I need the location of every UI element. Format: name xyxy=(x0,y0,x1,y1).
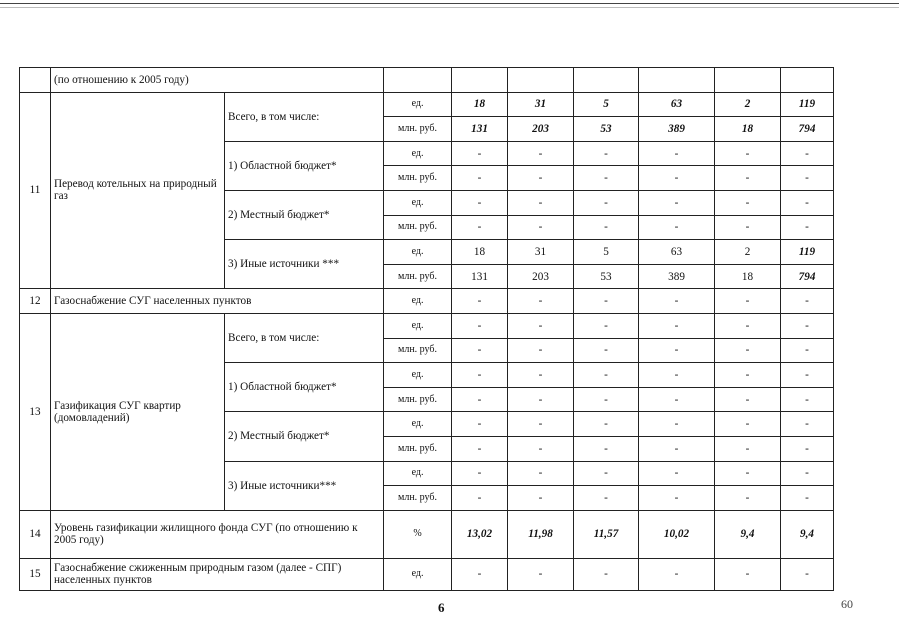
value-cell: 5 xyxy=(574,92,639,117)
unit-cell: млн. руб. xyxy=(384,264,452,289)
unit-cell: ед. xyxy=(384,240,452,265)
value-cell: - xyxy=(781,363,834,388)
value-cell: - xyxy=(508,387,574,412)
row-number: 12 xyxy=(20,289,51,314)
table-row xyxy=(20,558,834,590)
value-cell: 18 xyxy=(715,117,781,142)
value-cell: - xyxy=(639,558,715,590)
value-cell: 119 xyxy=(781,92,834,117)
unit-cell: ед. xyxy=(384,289,452,314)
value-cell: - xyxy=(508,141,574,166)
unit-cell: ед. xyxy=(384,558,452,590)
value-cell: 9,4 xyxy=(781,510,834,558)
unit-cell: млн. руб. xyxy=(384,436,452,461)
value-cell: - xyxy=(715,141,781,166)
value-cell: 18 xyxy=(452,92,508,117)
row-title: Газоснабжение СУГ населенных пунктов xyxy=(51,289,384,314)
value-cell xyxy=(508,68,574,93)
value-cell: 31 xyxy=(508,92,574,117)
value-cell: - xyxy=(574,486,639,511)
funding-source-label: 3) Иные источники*** xyxy=(225,461,384,510)
value-cell: 18 xyxy=(452,240,508,265)
value-cell: - xyxy=(639,215,715,240)
row-number: 15 xyxy=(20,558,51,590)
value-cell: 63 xyxy=(639,92,715,117)
value-cell: - xyxy=(574,141,639,166)
value-cell: 2 xyxy=(715,240,781,265)
value-cell: 5 xyxy=(574,240,639,265)
value-cell: - xyxy=(508,289,574,314)
row-title: Перевод котельных на природный газ xyxy=(51,92,225,289)
funding-source-label: 2) Местный бюджет* xyxy=(225,412,384,461)
value-cell: - xyxy=(452,436,508,461)
value-cell: 203 xyxy=(508,264,574,289)
value-cell: 53 xyxy=(574,264,639,289)
value-cell: - xyxy=(715,412,781,437)
value-cell: - xyxy=(715,461,781,486)
value-cell: - xyxy=(508,363,574,388)
row-title: Газификация СУГ квартир (домовладений) xyxy=(51,313,225,510)
value-cell: - xyxy=(574,338,639,363)
value-cell: - xyxy=(574,166,639,191)
value-cell: 9,4 xyxy=(715,510,781,558)
value-cell: - xyxy=(574,313,639,338)
value-cell: - xyxy=(508,166,574,191)
value-cell: - xyxy=(508,190,574,215)
funding-source-label: 2) Местный бюджет* xyxy=(225,190,384,239)
value-cell: - xyxy=(639,436,715,461)
value-cell: 131 xyxy=(452,117,508,142)
value-cell: 63 xyxy=(639,240,715,265)
table-row xyxy=(20,510,834,558)
value-cell: - xyxy=(452,412,508,437)
value-cell: 131 xyxy=(452,264,508,289)
value-cell: - xyxy=(452,387,508,412)
value-cell: - xyxy=(781,387,834,412)
row-title: Газоснабжение сжиженным природным газом (далее - СПГ) населенных пунктов xyxy=(51,558,384,590)
value-cell: 203 xyxy=(508,117,574,142)
top-rule-secondary xyxy=(0,7,899,8)
value-cell: - xyxy=(574,387,639,412)
value-cell: - xyxy=(715,363,781,388)
unit-cell: ед. xyxy=(384,313,452,338)
value-cell xyxy=(715,68,781,93)
table-row xyxy=(20,313,834,338)
funding-source-label: Всего, в том числе: xyxy=(225,92,384,141)
value-cell: - xyxy=(639,190,715,215)
value-cell: - xyxy=(781,461,834,486)
value-cell: 794 xyxy=(781,117,834,142)
value-cell: - xyxy=(781,141,834,166)
value-cell: - xyxy=(781,338,834,363)
value-cell: 389 xyxy=(639,264,715,289)
value-cell: 794 xyxy=(781,264,834,289)
value-cell: - xyxy=(781,558,834,590)
value-cell: 11,98 xyxy=(508,510,574,558)
table-row xyxy=(20,289,834,314)
value-cell: - xyxy=(781,190,834,215)
value-cell: 53 xyxy=(574,117,639,142)
value-cell: - xyxy=(715,313,781,338)
value-cell xyxy=(452,68,508,93)
value-cell: - xyxy=(781,486,834,511)
funding-source-label: Всего, в том числе: xyxy=(225,313,384,362)
value-cell: 18 xyxy=(715,264,781,289)
funding-source-label: 1) Областной бюджет* xyxy=(225,363,384,412)
value-cell: - xyxy=(639,412,715,437)
value-cell: - xyxy=(639,338,715,363)
value-cell: - xyxy=(508,436,574,461)
value-cell: - xyxy=(639,141,715,166)
value-cell: - xyxy=(639,461,715,486)
value-cell: 2 xyxy=(715,92,781,117)
unit-cell: ед. xyxy=(384,412,452,437)
value-cell: - xyxy=(452,215,508,240)
value-cell: - xyxy=(508,338,574,363)
value-cell: - xyxy=(508,461,574,486)
value-cell: - xyxy=(715,558,781,590)
top-rule xyxy=(0,3,899,4)
value-cell: 31 xyxy=(508,240,574,265)
value-cell: 389 xyxy=(639,117,715,142)
value-cell: - xyxy=(574,558,639,590)
value-cell: - xyxy=(715,436,781,461)
value-cell: - xyxy=(639,166,715,191)
value-cell: - xyxy=(781,166,834,191)
page-stamp-number: 60 xyxy=(841,597,853,611)
row-title: (по отношению к 2005 году) xyxy=(51,68,384,93)
row-title: Уровень газификации жилищного фонда СУГ (по отношению к 2005 году) xyxy=(51,510,384,558)
unit-cell: млн. руб. xyxy=(384,215,452,240)
row-number: 14 xyxy=(20,510,51,558)
value-cell: - xyxy=(639,363,715,388)
value-cell xyxy=(639,68,715,93)
value-cell: - xyxy=(781,289,834,314)
value-cell: - xyxy=(452,461,508,486)
unit-cell: млн. руб. xyxy=(384,166,452,191)
value-cell: - xyxy=(715,166,781,191)
gasification-table xyxy=(19,67,834,591)
value-cell: - xyxy=(452,166,508,191)
value-cell: - xyxy=(574,412,639,437)
value-cell: - xyxy=(715,215,781,240)
value-cell: - xyxy=(574,436,639,461)
unit-cell: ед. xyxy=(384,461,452,486)
unit-cell: ед. xyxy=(384,92,452,117)
value-cell xyxy=(781,68,834,93)
funding-source-label: 1) Областной бюджет* xyxy=(225,141,384,190)
unit-cell: млн. руб. xyxy=(384,486,452,511)
value-cell: - xyxy=(781,412,834,437)
value-cell: - xyxy=(715,387,781,412)
table-row xyxy=(20,68,834,93)
value-cell: - xyxy=(639,486,715,511)
page-number: 6 xyxy=(438,600,445,615)
value-cell: - xyxy=(781,313,834,338)
value-cell: - xyxy=(452,289,508,314)
unit-cell: ед. xyxy=(384,190,452,215)
value-cell: - xyxy=(452,558,508,590)
table-row xyxy=(20,92,834,117)
unit-cell xyxy=(384,68,452,93)
funding-source-label: 3) Иные источники *** xyxy=(225,240,384,289)
value-cell: - xyxy=(639,387,715,412)
unit-cell: млн. руб. xyxy=(384,117,452,142)
value-cell: 13,02 xyxy=(452,510,508,558)
value-cell: - xyxy=(452,486,508,511)
value-cell: - xyxy=(715,338,781,363)
value-cell: - xyxy=(452,141,508,166)
value-cell: - xyxy=(574,289,639,314)
value-cell: - xyxy=(574,461,639,486)
unit-cell: млн. руб. xyxy=(384,338,452,363)
value-cell xyxy=(574,68,639,93)
value-cell: - xyxy=(452,190,508,215)
value-cell: - xyxy=(574,215,639,240)
row-number: 11 xyxy=(20,92,51,289)
value-cell: - xyxy=(715,190,781,215)
value-cell: - xyxy=(508,215,574,240)
value-cell: - xyxy=(508,412,574,437)
row-number xyxy=(20,68,51,93)
value-cell: - xyxy=(639,313,715,338)
value-cell: - xyxy=(508,486,574,511)
unit-cell: ед. xyxy=(384,141,452,166)
value-cell: - xyxy=(508,558,574,590)
value-cell: 10,02 xyxy=(639,510,715,558)
value-cell: - xyxy=(781,436,834,461)
value-cell: - xyxy=(452,363,508,388)
value-cell: - xyxy=(715,486,781,511)
unit-cell: ед. xyxy=(384,363,452,388)
row-number: 13 xyxy=(20,313,51,510)
value-cell: 11,57 xyxy=(574,510,639,558)
value-cell: 119 xyxy=(781,240,834,265)
value-cell: - xyxy=(639,289,715,314)
value-cell: - xyxy=(574,190,639,215)
unit-cell: млн. руб. xyxy=(384,387,452,412)
unit-cell: % xyxy=(384,510,452,558)
value-cell: - xyxy=(452,338,508,363)
value-cell: - xyxy=(574,363,639,388)
value-cell: - xyxy=(715,289,781,314)
value-cell: - xyxy=(508,313,574,338)
value-cell: - xyxy=(452,313,508,338)
value-cell: - xyxy=(781,215,834,240)
